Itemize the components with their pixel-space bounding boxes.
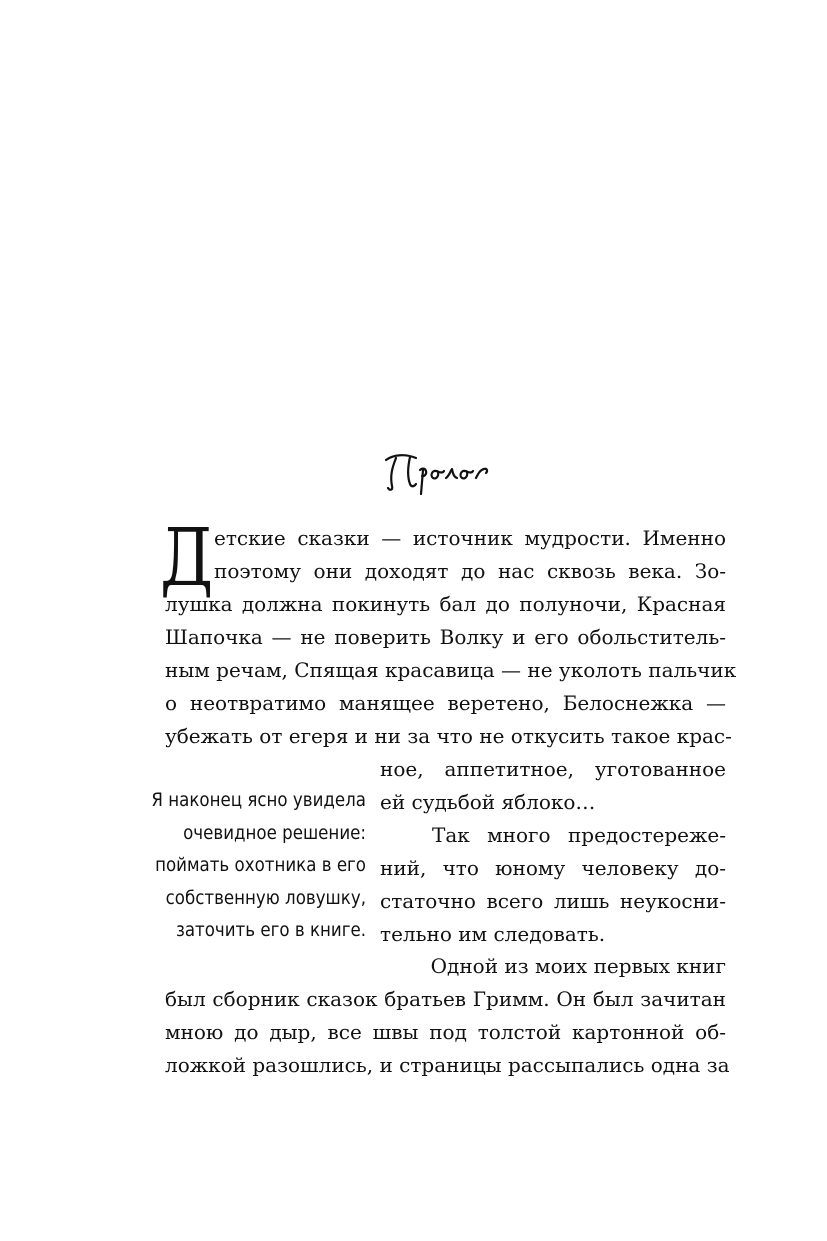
- pull-quote-line: очевидное решение:: [183, 822, 366, 844]
- body-line: о неотвратимо манящее веретено, Белоснежка —: [165, 691, 726, 715]
- pull-quote-line: собственную ловушку,: [165, 887, 366, 909]
- body-line: тельно им следовать.: [380, 922, 606, 946]
- body-line: ложкой разошлись, и страницы рассыпались одна за: [165, 1053, 730, 1077]
- body-line: мною до дыр, все швы под толстой картонной об-: [165, 1020, 726, 1044]
- body-line: Одной из моих первых книг: [430, 954, 726, 978]
- drop-cap: Д: [160, 511, 214, 604]
- chapter-title-script: [380, 446, 520, 502]
- body-line: убежать от егеря и ни за что не откусить такое крас-: [165, 724, 732, 748]
- body-line: поэтому они доходят до нас сквозь века. Зо-: [214, 559, 726, 583]
- pull-quote-line: Я наконец ясно увидела: [151, 790, 366, 811]
- body-line: лушка должна покинуть бал до полуночи, Красная: [165, 592, 726, 616]
- body-line: статочно всего лишь неукосни-: [380, 889, 726, 913]
- pull-quote: [120, 785, 366, 948]
- body-line: был сборник сказок братьев Гримм. Он был зачитан: [165, 987, 726, 1011]
- body-line: Так много предостереже-: [432, 823, 726, 847]
- pull-quote-line: поймать охотника в его: [155, 855, 366, 876]
- body-line: Шапочка — не поверить Волку и его обольститель-: [165, 625, 726, 649]
- body-line: ным речам, Спящая красавица — не уколоть пальчик: [165, 658, 737, 682]
- body-line: ей судьбой яблоко…: [380, 790, 596, 814]
- pull-quote-line: заточить его в книге.: [175, 920, 366, 941]
- body-line: ний, что юному человеку до-: [380, 856, 726, 880]
- body-line: ное, аппетитное, уготованное: [380, 757, 726, 781]
- body-line: етские сказки — источник мудрости. Именно: [214, 526, 726, 550]
- chapter-heading: [380, 446, 520, 502]
